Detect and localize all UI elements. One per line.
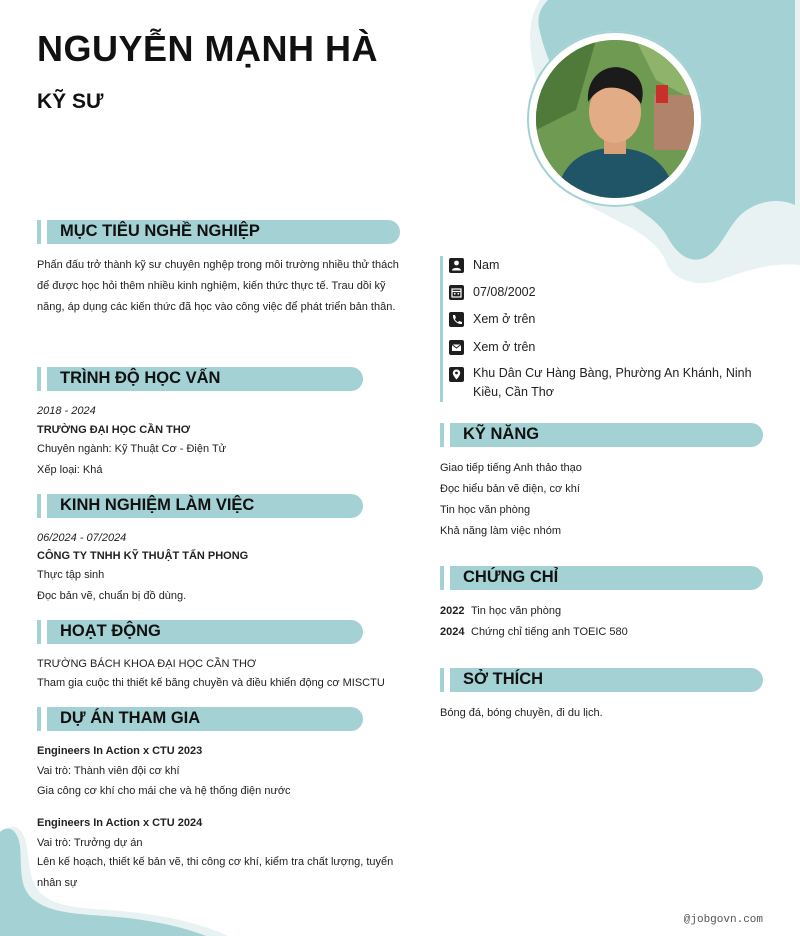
contact-divider [440,256,443,402]
certificate-name: Chứng chỉ tiếng anh TOEIC 580 [471,626,628,638]
experience-company: CÔNG TY TNHH KỸ THUẬT TẤN PHONG [37,550,249,562]
experience-period: 06/2024 - 07/2024 [37,532,127,544]
project-description: Gia công cơ khí cho mái che và hệ thống điện nước [37,785,291,797]
avatar [527,31,703,207]
email-icon [449,340,464,355]
objective-text: Phấn đấu trở thành kỹ sư chuyên nghệp trong môi trường nhiều thử thách để được học hỏi thêm nhiều kinh nghiệm, kiến thức thực tế. Trau dồi kỹ năng, áp dụng các kiến thức đã học vào công việc để phát triển bản thân. [37,259,399,313]
activity-organization: TRƯỜNG BÁCH KHOA ĐẠI HỌC CẦN THƠ [37,658,257,670]
section-heading-education: TRÌNH ĐỘ HỌC VẤN [47,367,363,391]
education-grade: Xếp loại: Khá [37,464,103,476]
watermark: @jobgovn.com [683,914,763,926]
project-name: Engineers In Action x CTU 2024 [37,817,203,829]
person-icon [449,258,464,273]
project-name: Engineers In Action x CTU 2023 [37,745,203,757]
section-heading-activities: HOẠT ĐỘNG [47,620,363,644]
skill-item: Đọc hiểu bản vẽ điện, cơ khí [440,483,580,495]
section-heading-experience: KINH NGHIỆM LÀM VIỆC [47,494,363,518]
experience-task: Đọc bản vẽ, chuẩn bị đồ dùng. [37,590,187,602]
section-heading-projects: DỰ ÁN THAM GIA [47,707,363,731]
section-heading-hobbies: SỞ THÍCH [450,668,763,692]
contact-gender: Nam [473,258,500,272]
contact-address: Khu Dân Cư Hàng Bàng, Phường An Khánh, Ninh Kiều, Cần Thơ [473,366,752,399]
section-heading-certificates: CHỨNG CHỈ [450,566,763,590]
job-title: KỸ SƯ [37,90,104,113]
education-period: 2018 - 2024 [37,405,96,417]
project-description: Lên kế hoạch, thiết kế bản vẽ, thi công cơ khí, kiểm tra chất lượng, tuyển nhân sự [37,856,394,889]
skill-item: Giao tiếp tiếng Anh thảo thạo [440,462,582,474]
activity-description: Tham gia cuộc thi thiết kế băng chuyền và điều khiển động cơ MISCTU [37,677,385,689]
certificate-year: 2024 [440,626,465,638]
contact-birthdate: 07/08/2002 [473,285,536,299]
section-heading-objective: MỤC TIÊU NGHỀ NGHIỆP [47,220,400,244]
certificate-name: Tin học văn phòng [471,605,562,617]
hobbies-text: Bóng đá, bóng chuyền, đi du lịch. [440,707,603,719]
calendar-icon [449,285,464,300]
skill-item: Tin học văn phòng [440,504,531,516]
project-role: Vai trò: Thành viên đội cơ khí [37,765,180,777]
education-school: TRƯỜNG ĐẠI HỌC CẦN THƠ [37,424,191,436]
education-major: Chuyên ngành: Kỹ Thuật Cơ - Điện Tử [37,443,227,455]
location-pin-icon [449,367,464,382]
project-role: Vai trò: Trưởng dự án [37,837,143,849]
candidate-name: NGUYỄN MẠNH HÀ [37,28,379,69]
section-heading-skills: KỸ NĂNG [450,423,763,447]
certificate-year: 2022 [440,605,465,617]
phone-icon [449,312,464,327]
contact-phone: Xem ở trên [473,312,536,326]
experience-position: Thực tập sinh [37,569,105,581]
skill-item: Khả năng làm việc nhóm [440,525,562,537]
contact-email: Xem ở trên [473,340,536,354]
profile-photo [536,40,694,198]
